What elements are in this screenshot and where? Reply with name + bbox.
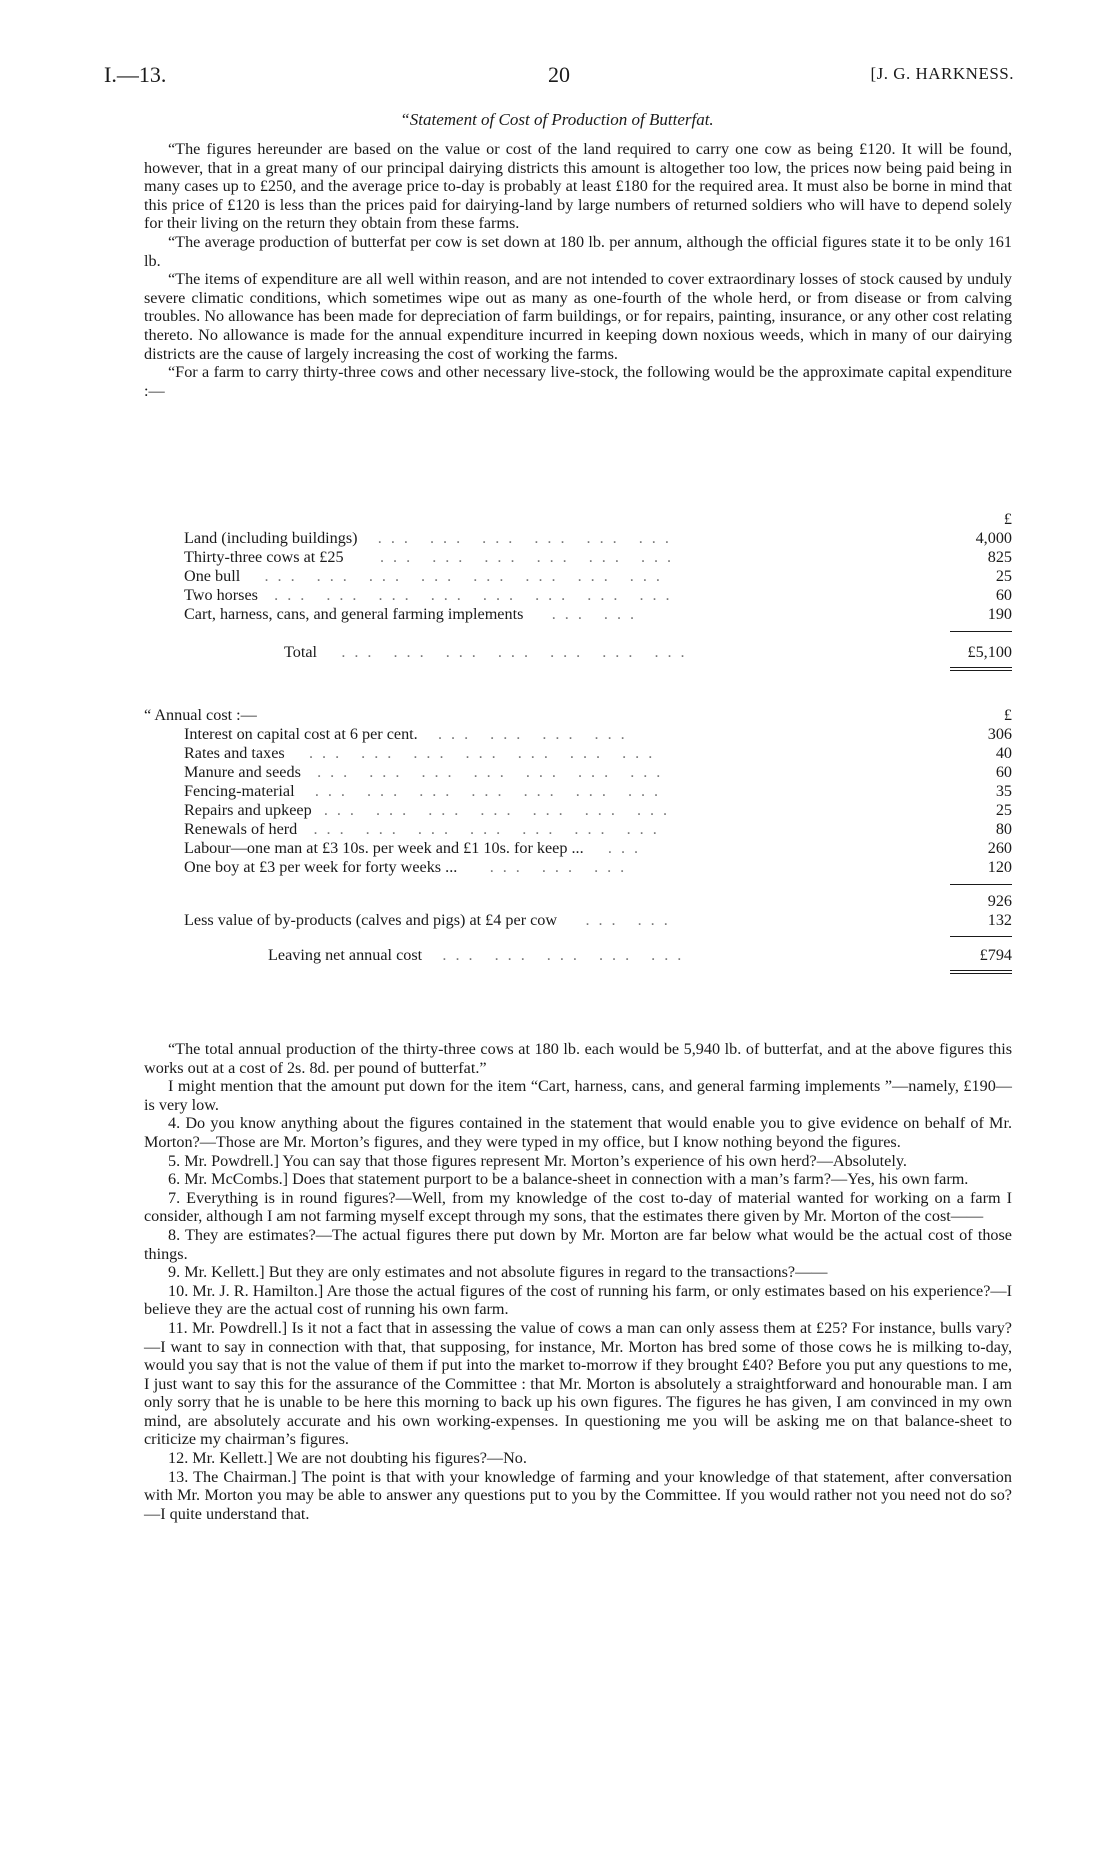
table-row bbox=[184, 763, 1012, 782]
paragraph: “The average production of butterfat per cow is set down at 180 lb. per annum, although the official figures state it to be only 161 lb. bbox=[144, 232, 1012, 270]
total-double-rule bbox=[950, 670, 1012, 671]
item-label: Repairs and upkeep ... ... ... ... ... ... ... bbox=[184, 801, 677, 819]
table-row bbox=[184, 782, 1012, 801]
item-value: 190 bbox=[987, 605, 1012, 623]
item-value: 260 bbox=[987, 839, 1012, 857]
annual-heading-row bbox=[144, 706, 1012, 725]
capital-expenditure-table bbox=[144, 510, 1012, 680]
paragraph: “The figures hereunder are based on the value or cost of the land required to carry one cow as being £120. It will be found, however, that in a great many of our principal dairying districts this amount is altogether too low, the prices now being paid being in many cases up to £250, and the average price to-day is probably at least £180 for the required area. It must also be borne in mind that this price of £120 is less than the prices paid for dairying-land by large numbers of returned soldiers who will have to depend solely for their living on the return they obtain from these farms. bbox=[144, 140, 1012, 233]
less-row bbox=[184, 911, 1012, 930]
paragraph: “For a farm to carry thirty-three cows and other necessary live-stock, the following would be the approximate capital expenditure :— bbox=[144, 363, 1012, 400]
item-value: 25 bbox=[995, 801, 1012, 819]
item-label: Thirty-three cows at £25 ... ... ... ... ... ... bbox=[184, 548, 681, 566]
paragraph: 9. Mr. Kellett.] But they are only estimates and not absolute figures in regard to the transactions?—— bbox=[168, 1263, 828, 1282]
item-value: 80 bbox=[995, 820, 1012, 838]
currency-symbol: £ bbox=[1003, 706, 1012, 724]
subtotal-row bbox=[144, 892, 1012, 911]
less-label: Less value of by-products (calves and pigs) at £4 per cow ... ... bbox=[184, 911, 677, 929]
item-value: 60 bbox=[995, 586, 1012, 604]
paragraph: 10. Mr. J. R. Hamilton.] Are those the actual figures of the cost of running his farm, or only estimates based on his experience?—I believe they are the actual cost of running his own farm. bbox=[144, 1281, 1012, 1319]
table-row bbox=[184, 605, 1012, 624]
item-label: Cart, harness, cans, and general farming implements ... ... bbox=[184, 605, 644, 623]
document-reference: I.—13. bbox=[104, 62, 167, 87]
less-value: 132 bbox=[987, 911, 1012, 929]
annual-heading: “ Annual cost :— bbox=[144, 706, 257, 724]
evidence-text bbox=[144, 1040, 1012, 1523]
table-row bbox=[184, 839, 1012, 858]
item-label: Manure and seeds ... ... ... ... ... ... ... bbox=[184, 763, 670, 781]
item-value: 40 bbox=[995, 744, 1012, 762]
paragraph: 8. They are estimates?—The actual figures there put down by Mr. Morton are far below what would be the actual cost of those things. bbox=[144, 1225, 1012, 1263]
table-row bbox=[184, 586, 1012, 605]
item-label: Renewals of herd ... ... ... ... ... ... ... bbox=[184, 820, 666, 838]
section-title: “Statement of Cost of Production of Butterfat. bbox=[400, 110, 714, 129]
table-row bbox=[184, 548, 1012, 567]
item-label: One bull ... ... ... ... ... ... ... ... bbox=[184, 567, 669, 585]
table-row bbox=[184, 567, 1012, 586]
page-number: 20 bbox=[548, 62, 570, 87]
paragraph: 7. Everything is in round figures?—Well, from my knowledge of the cost to-day of material wanted for working on a farm I consider, although I am not farming myself except through my sons, that the estimates there given by Mr. Morton of the cost—— bbox=[144, 1188, 1012, 1226]
net-label: Leaving net annual cost ... ... ... ... ... bbox=[268, 946, 691, 964]
item-value: 4,000 bbox=[975, 529, 1012, 547]
paragraph: 12. Mr. Kellett.] We are not doubting his figures?—No. bbox=[168, 1449, 527, 1468]
item-label: Interest on capital cost at 6 per cent. ... ... ... ... bbox=[184, 725, 634, 743]
paragraph: I might mention that the amount put down for the item “Cart, harness, cans, and general farming implements ”—namely, £190—is very low. bbox=[144, 1077, 1012, 1114]
item-label: Labour—one man at £3 10s. per week and £1 10s. for keep ... ... bbox=[184, 839, 648, 857]
total-double-rule bbox=[950, 667, 1012, 668]
total-row bbox=[284, 643, 1012, 662]
page-header bbox=[104, 62, 1014, 92]
item-label: Two horses ... ... ... ... ... ... ... ... bbox=[184, 586, 679, 604]
paragraph: “The items of expenditure are all well within reason, and are not intended to cover extraordinary losses of stock caused by unduly severe climatic conditions, which sometimes wipe out as many as one-fourth of the whole herd, or from disease or from calving troubles. No allowance has been made for depreciation of farm buildings, or for repairs, painting, insurance, or any other cost relating thereto. No allowance is made for the annual expenditure incurred in keeping down noxious weeds, which in many of our dairying districts are the cause of largely increasing the cost of working the farms. bbox=[144, 270, 1012, 363]
item-value: 825 bbox=[987, 548, 1012, 566]
intro-text bbox=[144, 140, 1012, 400]
paragraph: 5. Mr. Powdrell.] You can say that those figures represent Mr. Morton’s experience of his own herd?—Absolutely. bbox=[168, 1151, 907, 1170]
item-label: One boy at £3 per week for forty weeks ... ... ... ... bbox=[184, 858, 634, 876]
net-row bbox=[268, 946, 1012, 965]
subtotal-rule bbox=[950, 631, 1012, 632]
item-label: Land (including buildings) ... ... ... ... ... ... bbox=[184, 529, 678, 547]
table-row bbox=[184, 801, 1012, 820]
witness-name: [J. G. HARKNESS. bbox=[870, 64, 1014, 83]
annual-cost-table bbox=[144, 706, 1012, 1006]
table-row bbox=[184, 858, 1012, 877]
item-label: Fencing-material ... ... ... ... ... ... ... bbox=[184, 782, 668, 800]
subtotal-value: 926 bbox=[987, 892, 1012, 910]
table-row bbox=[184, 725, 1012, 744]
item-value: 25 bbox=[995, 567, 1012, 585]
total-value: £5,100 bbox=[967, 643, 1012, 661]
item-value: 60 bbox=[995, 763, 1012, 781]
item-value: 306 bbox=[987, 725, 1012, 743]
paragraph: 4. Do you know anything about the figures contained in the statement that would enable you to give evidence on behalf of Mr. Morton?—Those are Mr. Morton’s figures, and they were typed in my office, but I know nothing beyond the figures. bbox=[144, 1114, 1012, 1151]
table-row bbox=[184, 744, 1012, 763]
paragraph: 11. Mr. Powdrell.] Is it not a fact that in assessing the value of cows a man can only assess them at £25? For instance, bulls vary?—I want to say in connection with that, that supposing, for instance, Mr. Morton has bred some of those cows he is milking to-day, would you say that is not the value of them if put into the market to-morrow if they brought £40? Before you put any questions to me, I just want to say this for the assurance of the Committee : that Mr. Morton is absolutely a straightforward and honourable man. I am only sorry that he is unable to be here this morning to back up his own figures. The figures he has given, I am convinced in my own mind, are absolutely accurate and his own working-expenses. In questioning me you will be asking me on that balance-sheet to criticize my chairman’s figures. bbox=[144, 1318, 1012, 1449]
paragraph: 6. Mr. McCombs.] Does that statement purport to be a balance-sheet in connection with a man’s farm?—Yes, his own farm. bbox=[168, 1170, 969, 1189]
net-value: £794 bbox=[979, 946, 1012, 964]
item-value: 35 bbox=[995, 782, 1012, 800]
net-double-rule bbox=[950, 973, 1012, 974]
currency-symbol: £ bbox=[1003, 510, 1012, 528]
paragraph: 13. The Chairman.] The point is that with your knowledge of farming and your knowledge of that statement, after conversation with Mr. Morton you may be able to answer any questions put to you by the Committee. If you would rather not you need not do so?—I quite understand that. bbox=[144, 1467, 1012, 1523]
item-label: Rates and taxes ... ... ... ... ... ... ... bbox=[184, 744, 662, 762]
net-rule bbox=[950, 936, 1012, 937]
table-row bbox=[184, 820, 1012, 839]
paragraph: “The total annual production of the thirty-three cows at 180 lb. each would be 5,940 lb. of butterfat, and at the above figures this works out at a cost of 2s. 8d. per pound of butterfat.” bbox=[144, 1040, 1012, 1077]
net-double-rule bbox=[950, 970, 1012, 971]
subtotal-rule bbox=[950, 884, 1012, 885]
table-row bbox=[184, 529, 1012, 548]
item-value: 120 bbox=[987, 858, 1012, 876]
currency-row bbox=[144, 510, 1012, 529]
total-label: Total ... ... ... ... ... ... ... bbox=[284, 643, 694, 661]
